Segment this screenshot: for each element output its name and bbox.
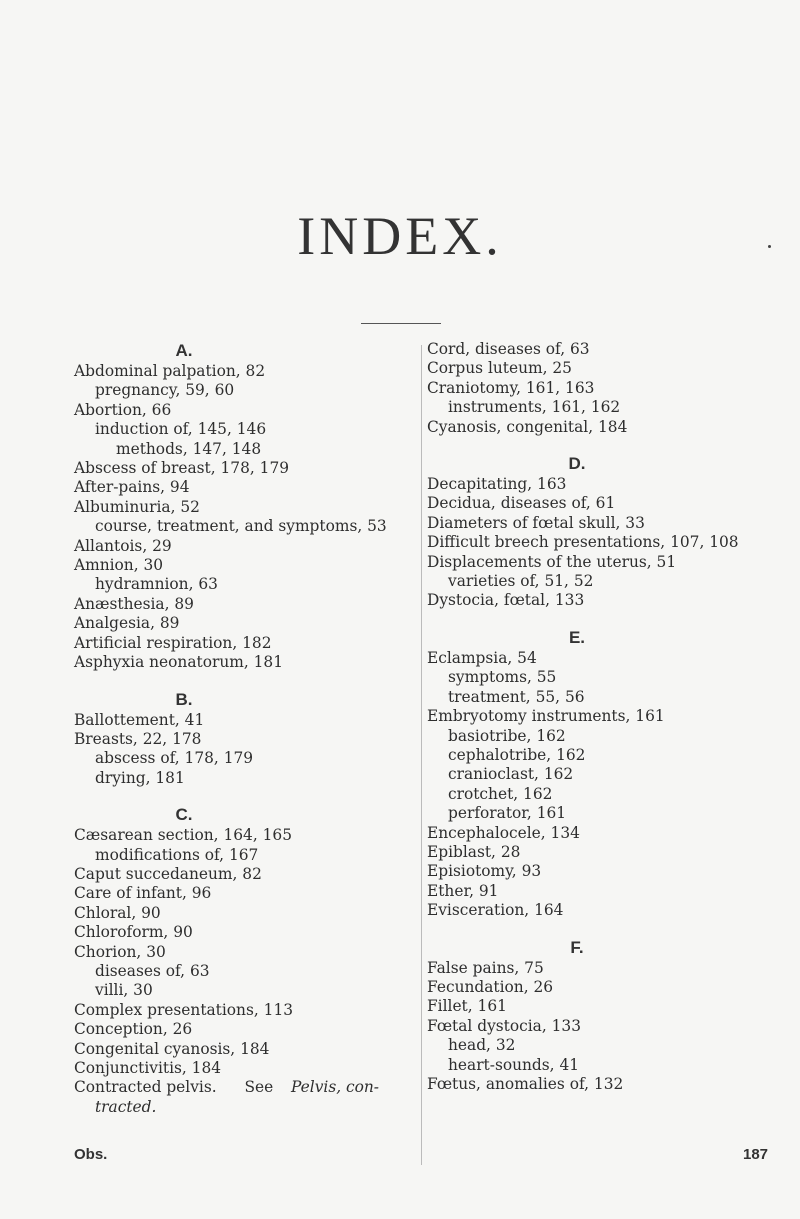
index-entry: Fecundation, 26 [427, 977, 554, 996]
index-entry: Conception, 26 [74, 1020, 193, 1039]
index-subentry: drying, 181 [95, 768, 185, 787]
section-letter: D. [568, 454, 586, 474]
index-entry-continuation [74, 1098, 422, 1117]
index-subentry: head, 32 [448, 1036, 516, 1055]
section-letter: F. [570, 937, 584, 957]
index-entry: Evisceration, 164 [427, 901, 564, 920]
index-subentry: basiotribe, 162 [448, 726, 566, 745]
index-entry: Fillet, 161 [427, 997, 507, 1016]
right-entries [427, 340, 797, 1094]
section-gap [74, 673, 422, 689]
index-column-right [427, 340, 797, 1094]
index-subentry: hydramnion, 63 [95, 575, 218, 594]
index-entry: Craniotomy, 161, 163 [427, 378, 595, 397]
index-entry: Decidua, diseases of, 61 [427, 494, 616, 513]
index-entry: Decapitating, 163 [427, 475, 567, 494]
index-subentry: course, treatment, and symptoms, 53 [95, 517, 387, 536]
index-subentry: symptoms, 55 [448, 668, 557, 687]
section-gap [74, 788, 422, 804]
section-letter: B. [175, 689, 193, 709]
index-entry: Abscess of breast, 178, 179 [74, 459, 290, 478]
index-subentry: cephalotribe, 162 [448, 745, 586, 764]
index-entry: Diameters of fœtal skull, 33 [427, 513, 645, 532]
index-entry: Dystocia, fœtal, 133 [427, 591, 585, 610]
section-gap [427, 611, 797, 627]
index-subentry: cranioclast, 162 [448, 765, 574, 784]
index-entry: Chloroform, 90 [74, 923, 193, 942]
index-entry: Care of infant, 96 [74, 884, 212, 903]
index-subentry: heart-sounds, 41 [448, 1055, 580, 1074]
index-entry: Ballottement, 41 [74, 710, 205, 729]
index-column-left [74, 340, 422, 1117]
section-gap [427, 437, 797, 453]
index-entry: Conjunctivitis, 184 [74, 1059, 222, 1077]
index-subentry: modifications of, 167 [95, 845, 259, 864]
section-letter: E. [568, 627, 586, 647]
index-subentry: pregnancy, 59, 60 [95, 381, 235, 400]
index-subentry: diseases of, 63 [95, 961, 210, 980]
index-entry: Cæsarean section, 164, 165 [74, 826, 292, 845]
index-entry: False pains, 75 [427, 958, 544, 977]
index-entry: Episiotomy, 93 [427, 862, 542, 881]
index-entry: Caput succedaneum, 82 [74, 864, 262, 883]
left-entries [74, 340, 422, 1078]
section-letter: A. [175, 341, 193, 360]
index-entry: Artificial respiration, 182 [74, 633, 272, 652]
index-entry: Breasts, 22, 178 [74, 729, 202, 748]
section-letter: C. [175, 805, 193, 825]
index-subentry: methods, 147, 148 [116, 439, 262, 458]
index-entry: Abortion, 66 [74, 400, 172, 419]
index-entry: Corpus luteum, 25 [427, 359, 572, 378]
index-entry: Chloral, 90 [74, 903, 161, 922]
index-entry: Abdominal palpation, 82 [74, 362, 266, 380]
see-reference: Pelvis, con- [291, 1078, 380, 1097]
column-divider [421, 345, 422, 1165]
index-entry: Displacements of the uterus, 51 [427, 552, 677, 571]
index-entry: Eclampsia, 54 [427, 648, 537, 667]
index-entry: After-pains, 94 [74, 478, 190, 497]
index-entry: Analgesia, 89 [74, 614, 180, 633]
index-entry: Embryotomy instruments, 161 [427, 707, 665, 726]
index-subentry: instruments, 161, 162 [448, 398, 621, 417]
index-entry: Chorion, 30 [74, 942, 166, 961]
index-entry: Fœtal dystocia, 133 [427, 1016, 582, 1035]
index-entry: Fœtus, anomalies of, 132 [427, 1075, 624, 1093]
index-entry: Difficult breech presentations, 107, 108 [427, 533, 739, 552]
index-subentry: perforator, 161 [448, 804, 567, 823]
index-entry: Congenital cyanosis, 184 [74, 1039, 270, 1058]
index-entry: Encephalocele, 134 [427, 823, 580, 842]
entry-text: Contracted pelvis. [74, 1078, 217, 1097]
index-entry: Cyanosis, congenital, 184 [427, 417, 628, 436]
index-entry: Cord, diseases of, 63 [427, 340, 590, 358]
index-entry: Anæsthesia, 89 [74, 594, 194, 613]
page-title: INDEX. [297, 206, 503, 266]
see-label: See [244, 1078, 274, 1097]
index-entry: Epiblast, 28 [427, 842, 521, 861]
section-gap [427, 921, 797, 937]
index-entry: Albuminuria, 52 [74, 497, 200, 516]
index-entry: Ether, 91 [427, 881, 499, 900]
index-entry: Complex presentations, 113 [74, 1000, 294, 1019]
title-rule [361, 323, 441, 324]
signature-mark: Obs. [74, 1146, 108, 1163]
index-subentry: crotchet, 162 [448, 784, 553, 803]
page-number: 187 [743, 1146, 769, 1163]
index-subentry: varieties of, 51, 52 [448, 572, 594, 591]
index-entry: Allantois, 29 [74, 536, 172, 555]
see-reference-cont: tracted. [95, 1097, 157, 1116]
index-subentry: induction of, 145, 146 [95, 420, 267, 439]
index-entry [74, 1078, 422, 1097]
index-subentry: abscess of, 178, 179 [95, 749, 254, 768]
index-entry: Amnion, 30 [74, 556, 164, 575]
index-entry: Asphyxia neonatorum, 181 [74, 653, 283, 672]
index-subentry: treatment, 55, 56 [448, 687, 585, 706]
stray-dot [768, 245, 771, 248]
index-subentry: villi, 30 [95, 981, 153, 1000]
